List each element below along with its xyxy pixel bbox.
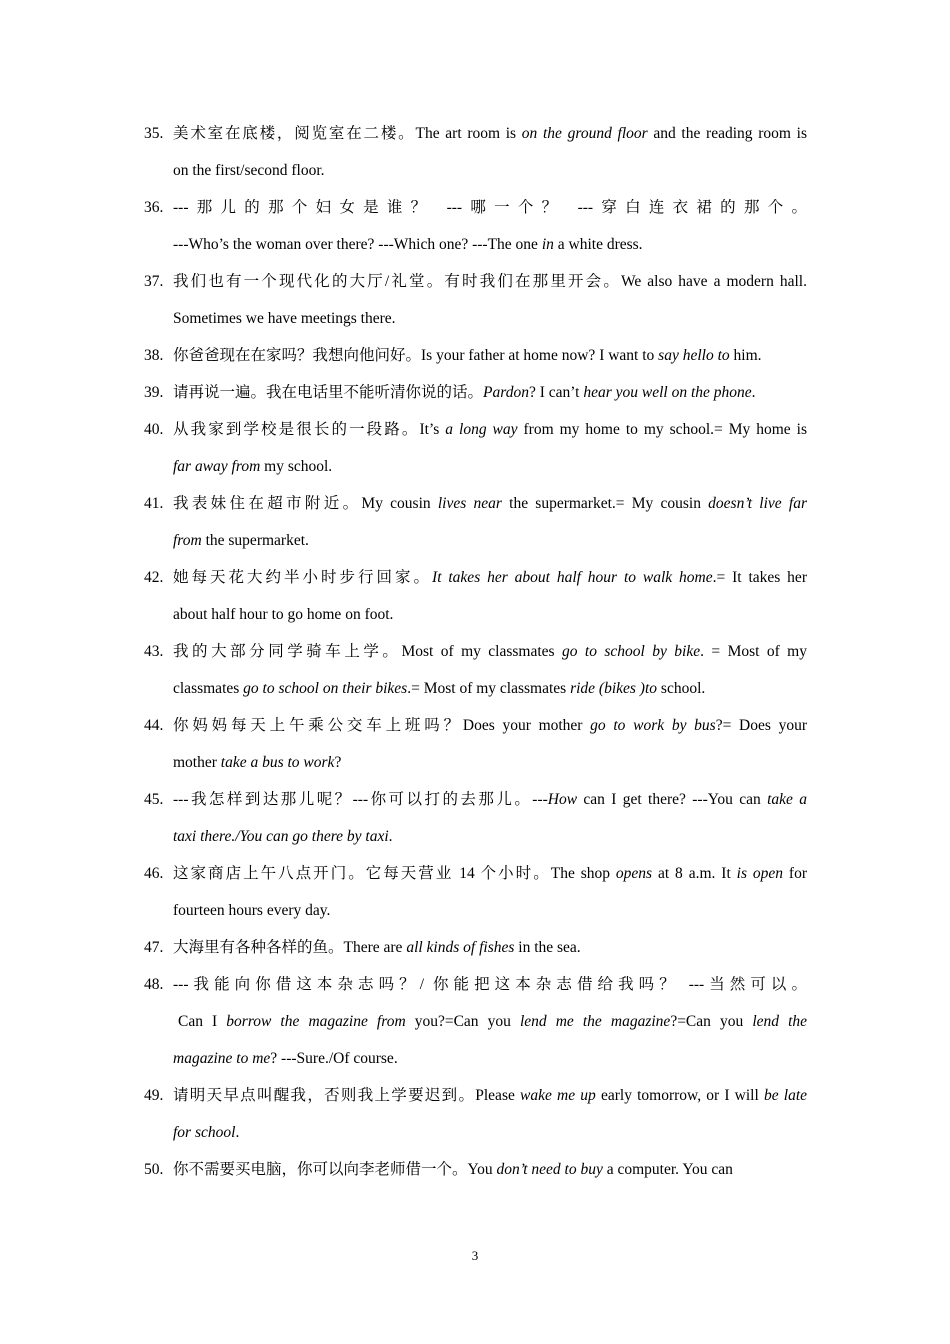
item-number: 48. xyxy=(144,976,164,993)
italic-phrase: doesn’t live far xyxy=(708,495,807,512)
sentence-item xyxy=(144,263,807,337)
text-line xyxy=(173,300,807,337)
text-run: from my home to my school.= My home is xyxy=(517,421,807,438)
item-body xyxy=(173,855,807,929)
italic-phrase: in xyxy=(541,236,554,253)
item-body xyxy=(173,485,807,559)
item-number: 46. xyxy=(144,865,164,882)
italic-phrase: go to school by bike xyxy=(562,643,701,660)
italic-phrase: magazine to me xyxy=(173,1050,271,1067)
sentence-item xyxy=(144,337,807,374)
text-run: mother xyxy=(173,754,221,771)
italic-phrase: far away from xyxy=(173,458,261,475)
item-body xyxy=(173,374,807,411)
text-run: ?=Can you xyxy=(670,1013,753,1030)
text-run: him. xyxy=(729,347,762,364)
item-body xyxy=(173,1077,807,1151)
text-run: ---Who’s the woman over there? ---Which one? ---The one xyxy=(173,236,542,253)
text-line xyxy=(173,1003,807,1040)
italic-phrase: lend me the magazine xyxy=(519,1013,671,1030)
item-number: 39. xyxy=(144,384,164,401)
text-run: on the first/second floor. xyxy=(173,162,325,179)
text-line xyxy=(173,152,807,189)
italic-phrase: a long way xyxy=(445,421,518,438)
italic-phrase: Pardon xyxy=(483,384,529,401)
italic-phrase: take a bus to work xyxy=(220,754,335,771)
text-run: in the sea. xyxy=(514,939,581,956)
sentence-item xyxy=(144,929,807,966)
text-run: the supermarket.= My cousin xyxy=(501,495,709,512)
text-line xyxy=(173,448,807,485)
sentence-item xyxy=(144,966,807,1077)
text-line xyxy=(173,226,807,263)
item-body xyxy=(173,966,807,1077)
text-run: ?= Does your xyxy=(715,717,807,734)
text-run: early tomorrow, or I will xyxy=(595,1087,764,1104)
text-line xyxy=(173,596,807,633)
text-line xyxy=(173,411,807,448)
text-run: a computer. You can xyxy=(602,1161,733,1178)
text-run: and the reading room is xyxy=(647,125,807,142)
text-run: 大海里有各种各样的鱼。There are xyxy=(173,939,407,956)
text-line xyxy=(173,929,807,966)
item-number: 49. xyxy=(144,1087,164,1104)
italic-phrase: ride (bikes )to xyxy=(570,680,658,697)
italic-phrase: lives near xyxy=(437,495,502,512)
item-number: 36. xyxy=(144,199,164,216)
italic-phrase: borrow the magazine from xyxy=(226,1013,406,1030)
text-run: . xyxy=(235,1124,240,1141)
text-run: ? I can’t xyxy=(528,384,584,401)
text-line xyxy=(173,1114,807,1151)
text-run: ? xyxy=(334,754,342,771)
item-number: 37. xyxy=(144,273,164,290)
sentence-item xyxy=(144,1151,807,1188)
italic-phrase: say hello to xyxy=(658,347,730,364)
text-run: my school. xyxy=(260,458,333,475)
text-run: .= Most of my classmates xyxy=(407,680,571,697)
text-run: 这家商店上午八点开门。它每天营业 14 个小时。The shop xyxy=(173,865,616,882)
sentence-item xyxy=(144,855,807,929)
italic-phrase: is open xyxy=(736,865,784,882)
text-run: Can I xyxy=(178,1013,227,1030)
sentence-item xyxy=(144,559,807,633)
text-line xyxy=(173,781,807,818)
italic-phrase: It takes her about half hour to walk home xyxy=(432,569,713,586)
italic-phrase: on the ground floor xyxy=(521,125,648,142)
text-run: . xyxy=(388,828,393,845)
text-line xyxy=(173,966,807,1003)
text-run: 请再说一遍。我在电话里不能听清你说的话。 xyxy=(173,384,484,401)
italic-phrase: from xyxy=(173,532,202,549)
page-number: 3 xyxy=(471,1248,479,1263)
text-run: 你不需要买电脑，你可以向李老师借一个。You xyxy=(173,1161,497,1178)
item-number: 35. xyxy=(144,125,164,142)
item-number: 38. xyxy=(144,347,164,364)
text-run: at 8 a.m. It xyxy=(652,865,737,882)
text-line xyxy=(173,1151,807,1188)
text-run: about half hour to go home on foot. xyxy=(173,606,394,623)
italic-phrase: How xyxy=(547,791,578,808)
italic-phrase: all kinds of fishes xyxy=(406,939,515,956)
text-run: school. xyxy=(657,680,706,697)
sentence-item xyxy=(144,707,807,781)
text-line xyxy=(173,559,807,596)
item-body xyxy=(173,633,807,707)
text-run: can I get there? ---You can xyxy=(577,791,768,808)
text-run: ? ---Sure./Of course. xyxy=(270,1050,398,1067)
text-run: 我表妹住在超市附近。My cousin xyxy=(173,495,438,512)
sentence-item xyxy=(144,189,807,263)
text-run: 你爸爸现在在家吗？我想向他问好。Is your father at home now? I want to xyxy=(173,347,659,364)
item-number: 45. xyxy=(144,791,164,808)
item-body xyxy=(173,337,807,374)
text-run: 我的大部分同学骑车上学。Most of my classmates xyxy=(173,643,562,660)
text-line xyxy=(173,189,807,226)
text-run: the supermarket. xyxy=(201,532,309,549)
text-run: . = Most of my xyxy=(700,643,807,660)
item-number: 50. xyxy=(144,1161,164,1178)
text-line xyxy=(173,337,807,374)
sentence-item xyxy=(144,781,807,855)
italic-phrase: go to work by bus xyxy=(590,717,716,734)
italic-phrase: taxi there./You can go there by taxi xyxy=(173,828,389,845)
item-number: 43. xyxy=(144,643,164,660)
text-run: classmates xyxy=(173,680,244,697)
item-body xyxy=(173,559,807,633)
italic-phrase: hear you well on the phone xyxy=(583,384,752,401)
text-line xyxy=(173,744,807,781)
text-line xyxy=(173,818,807,855)
sentence-item xyxy=(144,374,807,411)
sentence-item xyxy=(144,1077,807,1151)
text-run: for xyxy=(783,865,807,882)
sentence-item xyxy=(144,115,807,189)
text-run: 美术室在底楼，阅览室在二楼。The art room is xyxy=(173,125,522,142)
item-number: 41. xyxy=(144,495,164,512)
text-run: 我们也有一个现代化的大厅/礼堂。有时我们在那里开会。We also have a modern hall. xyxy=(173,273,807,290)
italic-phrase: lend the xyxy=(752,1013,807,1030)
item-body xyxy=(173,707,807,781)
item-number: 47. xyxy=(144,939,164,956)
text-line xyxy=(173,670,807,707)
text-run: 她每天花大约半小时步行回家。 xyxy=(173,569,433,586)
italic-phrase: take a xyxy=(767,791,807,808)
sentence-item xyxy=(144,485,807,559)
text-line xyxy=(173,1077,807,1114)
text-run: 你妈妈每天上午乘公交车上班吗？Does your mother xyxy=(173,717,591,734)
item-body xyxy=(173,115,807,189)
text-run: 请明天早点叫醒我，否则我上学要迟到。Please xyxy=(173,1087,521,1104)
sentence-item xyxy=(144,633,807,707)
text-run: .= It takes her xyxy=(712,569,807,586)
item-body xyxy=(173,263,807,337)
italic-phrase: don’t need to buy xyxy=(496,1161,603,1178)
text-line xyxy=(173,633,807,670)
item-body xyxy=(173,929,807,966)
text-line xyxy=(173,485,807,522)
text-line xyxy=(173,1040,807,1077)
italic-phrase: be late xyxy=(763,1087,807,1104)
text-run: a white dress. xyxy=(553,236,643,253)
text-run: ---那儿的那个妇女是谁？ ---哪一个？ ---穿白连衣裙的那个。 xyxy=(173,199,807,216)
text-run: ---我怎样到达那儿呢？---你可以打的去那儿。--- xyxy=(173,791,548,808)
item-body xyxy=(173,411,807,485)
text-line xyxy=(173,707,807,744)
text-line xyxy=(173,892,807,929)
text-run: you?=Can you xyxy=(405,1013,520,1030)
italic-phrase: wake me up xyxy=(520,1087,596,1104)
item-body xyxy=(173,1151,807,1188)
text-line xyxy=(173,115,807,152)
text-run: Sometimes we have meetings there. xyxy=(173,310,396,327)
sentence-list xyxy=(144,115,807,1188)
item-body xyxy=(173,781,807,855)
italic-phrase: for school xyxy=(173,1124,236,1141)
italic-phrase: go to school on their bikes xyxy=(243,680,408,697)
text-run: 从我家到学校是很长的一段路。It’s xyxy=(173,421,446,438)
text-line xyxy=(173,374,807,411)
text-line xyxy=(173,522,807,559)
item-body xyxy=(173,189,807,263)
italic-phrase: opens xyxy=(615,865,653,882)
text-line xyxy=(173,263,807,300)
text-line xyxy=(173,855,807,892)
text-run: . xyxy=(751,384,756,401)
text-run: ---我能向你借这本杂志吗？/ 你能把这本杂志借给我吗？ ---当然可以。 xyxy=(173,976,807,993)
item-number: 40. xyxy=(144,421,164,438)
item-number: 44. xyxy=(144,717,164,734)
text-run: fourteen hours every day. xyxy=(173,902,331,919)
sentence-item xyxy=(144,411,807,485)
item-number: 42. xyxy=(144,569,164,586)
